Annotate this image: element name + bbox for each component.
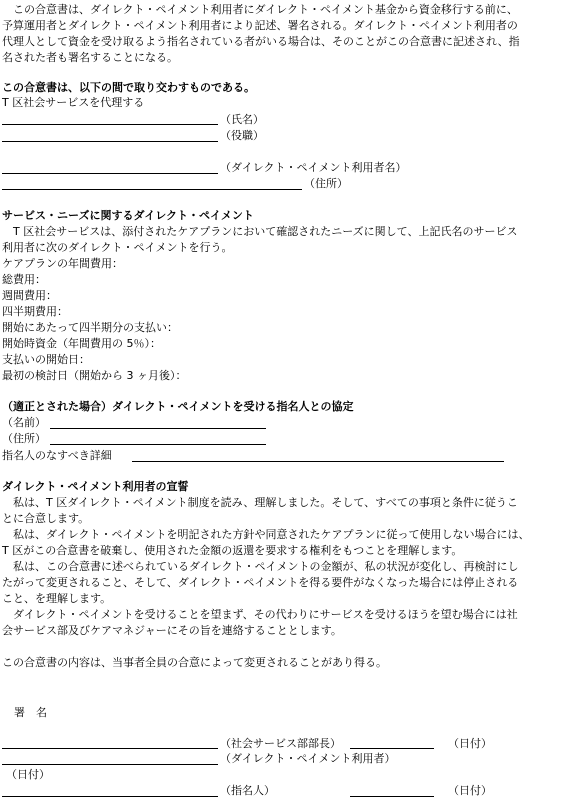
declaration-line: 会サービス部及びケアマネジャーにその旨を連絡することとします。 (2, 624, 342, 637)
needs-field: 支払いの開始日： (2, 353, 90, 366)
needs-text: T 区社会サービスは、添付されたケアプランにおいて確認されたニーズに関して、上記氏名のサービス (2, 225, 518, 238)
intro-line: この合意書は、ダイレクト・ペイメント利用者にダイレクト・ペイメント基金から資金移行する前に、 (2, 3, 518, 16)
declaration-line: こと、を理解します。 (2, 592, 112, 605)
declaration-line: 私は、ダイレクト・ペイメントを明記された方針や同意されたケアプランに従って使用しない場合には、 (2, 528, 530, 541)
nominee-date-label: （日付） (448, 784, 492, 797)
signature-heading: 署 名 (14, 706, 47, 719)
declaration-line: 私は、この合意書に述べられているダイレクト・ペイメントの金額が、私の状況が変化し、再検討にし (2, 560, 519, 573)
nominee-signature-line (2, 796, 218, 797)
nominee-date-line (350, 796, 434, 797)
nominee-details-label: 指名人のなすべき詳細 (2, 449, 112, 462)
user-name-label: （ダイレクト・ペイメント利用者名） (220, 161, 407, 174)
director-date-label: （日付） (448, 737, 492, 750)
nominee-heading: （適正とされた場合）ダイレクト・ペイメントを受ける指名人との協定 (2, 400, 354, 413)
user-date-label: （日付） (6, 768, 50, 781)
declaration-line: ダイレクト・ペイメントを受けることを望まず、その代わりにサービスを受けるほうを望む場合には社 (2, 608, 518, 621)
needs-field: 週間費用： (2, 289, 57, 302)
user-signature-line (2, 764, 218, 765)
user-label: （ダイレクト・ペイメント利用者） (220, 752, 396, 765)
title-label: （役職） (220, 129, 264, 142)
declaration-line: T 区がこの合意書を破棄し、使用された金額の返還を要求する権利をもつことを理解します。 (2, 544, 463, 557)
needs-field: 最初の検討日（開始から 3 ヶ月後）： (2, 369, 187, 382)
declaration-line: とに合意します。 (2, 512, 90, 525)
nominee-address-line (50, 444, 266, 445)
nominee-name-label: （名前） (2, 416, 46, 429)
needs-text: 利用者に次のダイレクト・ペイメントを行う。 (2, 241, 233, 254)
needs-field: 開始にあたって四半期分の支払い： (2, 321, 178, 334)
parties-heading: この合意書は、以下の間で取り交わすものである。 (2, 81, 255, 94)
declaration-line: たがって変更されること、そして、ダイレクト・ペイメントを得る要件がなくなった場合には停止される (2, 576, 519, 589)
nominee-name-line (50, 428, 266, 429)
declaration-heading: ダイレクト・ペイメント利用者の宣誓 (2, 480, 189, 493)
needs-field: ケアプランの年間費用： (2, 257, 123, 270)
title-line (2, 141, 218, 142)
needs-heading: サービス・ニーズに関するダイレクト・ペイメント (2, 209, 254, 222)
declaration-line: 私は、T 区ダイレクト・ペイメント制度を読み、理解しました。そして、すべての事項と条件に従うこ (2, 496, 518, 509)
address-label: （住所） (304, 177, 348, 190)
amendment-text: この合意書の内容は、当事者全員の合意によって変更されることがあり得る。 (2, 656, 387, 669)
intro-line: 名された者も署名することになる。 (2, 51, 178, 64)
user-name-line (2, 173, 218, 174)
director-label: （社会サービス部部長） (220, 737, 341, 750)
needs-field: 開始時資金（年間費用の 5％）： (2, 337, 161, 350)
nominee-details-line (132, 461, 504, 462)
agent-text: T 区社会サービスを代理する (2, 96, 145, 109)
name-line (2, 124, 218, 125)
intro-line: 予算運用者とダイレクト・ペイメント利用者により記述、署名される。ダイレクト・ペイメント利用者の (2, 19, 518, 32)
director-signature-line (2, 748, 218, 749)
needs-field: 四半期費用： (2, 305, 68, 318)
nominee-address-label: （住所） (2, 432, 46, 445)
name-label: （氏名） (220, 113, 264, 126)
director-date-line (350, 748, 434, 749)
intro-line: 代理人として資金を受け取るよう指名されている者がいる場合は、そのことがこの合意書に記述され、指 (2, 35, 520, 48)
address-line (2, 189, 302, 190)
nominee-label: （指名人） (220, 784, 275, 797)
needs-field: 総費用： (2, 273, 46, 286)
